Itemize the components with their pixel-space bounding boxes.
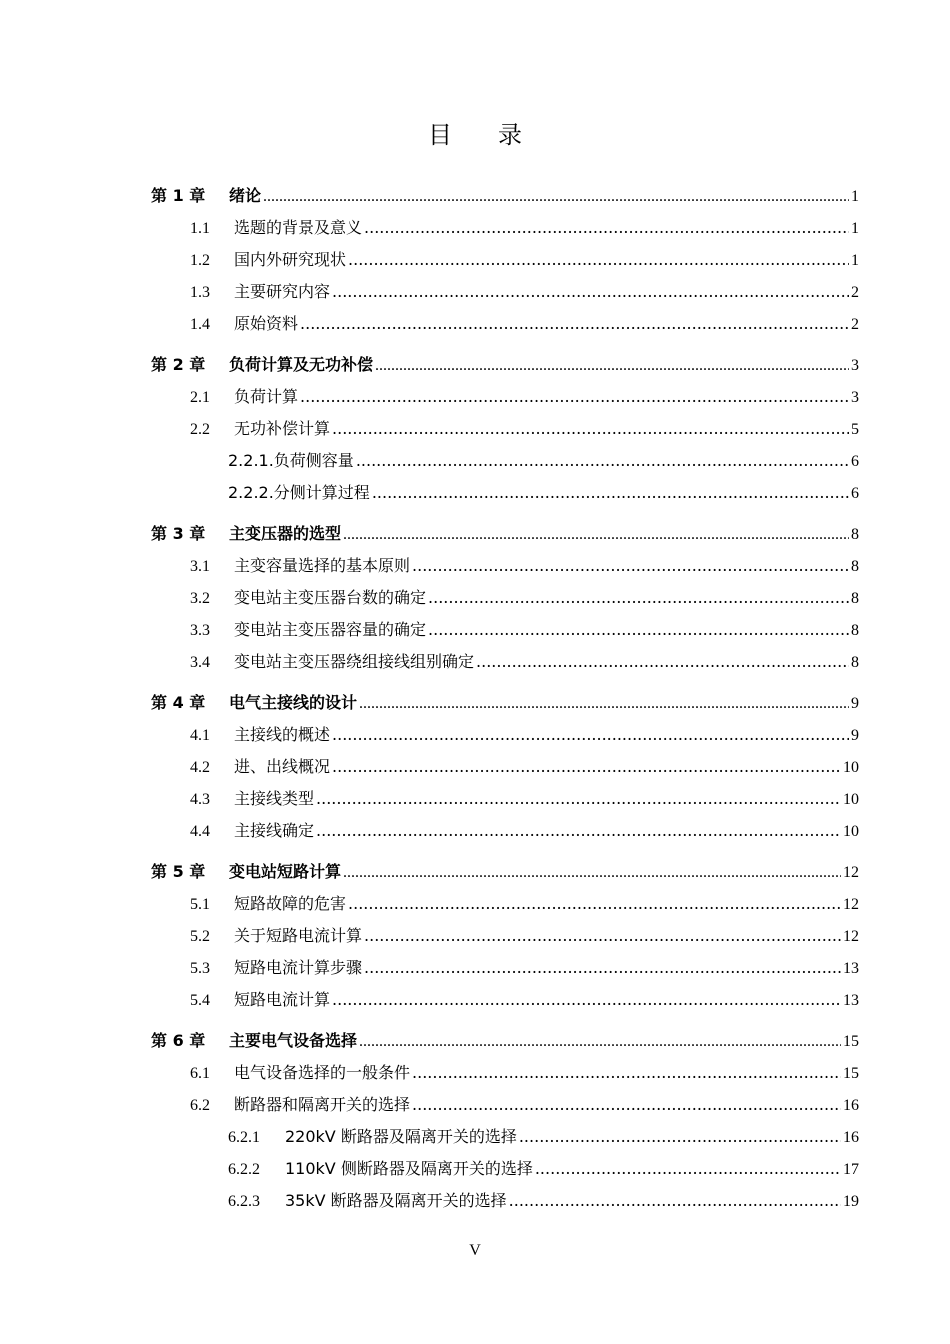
toc-entry-number: 5.2 xyxy=(190,928,210,945)
toc-entry-title: 主要电气设备选择 xyxy=(229,1031,358,1050)
toc-section-entry[interactable] xyxy=(190,652,859,673)
toc-entry-page: 13 xyxy=(843,960,859,977)
toc-entry-number: 5.1 xyxy=(190,896,210,913)
toc-entry-title: 变电站主变压器台数的确定 xyxy=(234,588,427,607)
toc-entry-title: 110kV 侧断路器及隔离开关的选择 xyxy=(285,1159,533,1178)
toc-entry-page: 1 xyxy=(851,252,859,269)
page-title xyxy=(0,115,950,150)
toc-entry-page: 12 xyxy=(843,928,859,945)
toc-entry-page: 8 xyxy=(851,558,859,575)
toc-entry-number: 3.1 xyxy=(190,558,210,575)
toc-entry-number: 第 6 章 xyxy=(151,1031,206,1050)
toc-entry-title: 35kV 断路器及隔离开关的选择 xyxy=(285,1191,507,1210)
toc-section-entry[interactable] xyxy=(190,1095,859,1116)
toc-entry-page: 3 xyxy=(851,389,859,406)
toc-entry-title: 国内外研究现状 xyxy=(234,250,347,269)
toc-entry-title: 主接线确定 xyxy=(234,821,315,840)
toc-entry-title: 主变容量选择的基本原则 xyxy=(234,556,411,575)
toc-entry-page: 8 xyxy=(851,526,859,543)
toc-dot-leader xyxy=(375,356,849,376)
toc-entry-title: 电气设备选择的一般条件 xyxy=(234,1063,411,1082)
toc-entry-number: 6.2.3 xyxy=(228,1193,260,1210)
toc-section-entry[interactable] xyxy=(190,419,859,440)
toc-section-entry[interactable] xyxy=(190,282,859,303)
toc-entry-number: 1.2 xyxy=(190,252,210,269)
toc-section-entry[interactable] xyxy=(190,218,859,239)
toc-dot-leader xyxy=(364,218,849,238)
toc-entry-number: 4.1 xyxy=(190,727,210,744)
toc-dot-leader xyxy=(300,314,849,334)
toc-entry-number: 6.1 xyxy=(190,1065,210,1082)
toc-entry-number: 1.4 xyxy=(190,316,210,333)
toc-entry-title: 2.2.2.分侧计算过程 xyxy=(228,483,370,502)
toc-subsection-entry[interactable] xyxy=(228,1159,859,1180)
toc-entry-title: 负荷计算及无功补偿 xyxy=(229,355,374,374)
toc-entry-number: 3.3 xyxy=(190,622,210,639)
toc-chapter-entry[interactable] xyxy=(151,355,859,376)
toc-entry-number: 3.2 xyxy=(190,590,210,607)
toc-entry-title: 变电站短路计算 xyxy=(229,862,342,881)
toc-dot-leader xyxy=(509,1191,841,1211)
toc-entry-page: 10 xyxy=(843,791,859,808)
toc-entry-title: 主变压器的选型 xyxy=(229,524,342,543)
toc-entry-number: 5.3 xyxy=(190,960,210,977)
title-char-1: 目 xyxy=(428,121,452,149)
toc-dot-leader xyxy=(356,451,849,471)
toc-dot-leader xyxy=(364,926,841,946)
toc-entry-number: 4.4 xyxy=(190,823,210,840)
toc-dot-leader xyxy=(332,725,849,745)
toc-entry-number: 第 3 章 xyxy=(151,524,206,543)
toc-entry-page: 12 xyxy=(843,864,859,881)
toc-dot-leader xyxy=(519,1127,841,1147)
toc-entry-title: 220kV 断路器及隔离开关的选择 xyxy=(285,1127,517,1146)
toc-chapter-entry[interactable] xyxy=(151,186,859,207)
toc-section-entry[interactable] xyxy=(190,789,859,810)
toc-section-entry[interactable] xyxy=(190,250,859,271)
toc-dot-leader xyxy=(343,525,849,545)
toc-section-entry[interactable] xyxy=(190,1063,859,1084)
toc-section-entry[interactable] xyxy=(190,387,859,408)
toc-entry-title: 变电站主变压器绕组接线组别确定 xyxy=(234,652,475,671)
toc-dot-leader xyxy=(316,789,841,809)
toc-entry-title: 主接线的概述 xyxy=(234,725,331,744)
toc-entry-page: 6 xyxy=(851,453,859,470)
toc-entry-title: 无功补偿计算 xyxy=(234,419,331,438)
toc-section-entry[interactable] xyxy=(190,620,859,641)
toc-entry-title: 主接线类型 xyxy=(234,789,315,808)
toc-dot-leader xyxy=(412,556,849,576)
toc-chapter-entry[interactable] xyxy=(151,1031,859,1052)
toc-dot-leader xyxy=(332,757,841,777)
toc-dot-leader xyxy=(359,1032,841,1052)
toc-entry-page: 1 xyxy=(851,188,859,205)
toc-entry-title: 短路电流计算 xyxy=(234,990,331,1009)
toc-entry-number: 6.2 xyxy=(190,1097,210,1114)
toc-entry-title: 主要研究内容 xyxy=(234,282,331,301)
toc-section-entry[interactable] xyxy=(190,556,859,577)
toc-entry-number: 1.1 xyxy=(190,220,210,237)
toc-entry-title: 选题的背景及意义 xyxy=(234,218,363,237)
toc-entry-page: 8 xyxy=(851,590,859,607)
toc-entry-number: 2.2 xyxy=(190,421,210,438)
page-number: V xyxy=(469,1242,481,1259)
toc-entry-page: 6 xyxy=(851,485,859,502)
toc-entry-page: 2 xyxy=(851,284,859,301)
toc-chapter-entry[interactable] xyxy=(151,693,859,714)
toc-subsection-entry[interactable] xyxy=(228,1127,859,1148)
toc-entry-page: 16 xyxy=(843,1097,859,1114)
toc-entry-title: 变电站主变压器容量的确定 xyxy=(234,620,427,639)
toc-entry-page: 13 xyxy=(843,992,859,1009)
toc-entry-number: 2.1 xyxy=(190,389,210,406)
toc-entry-title: 进、出线概况 xyxy=(234,757,331,776)
toc-entry-page: 8 xyxy=(851,622,859,639)
toc-entry-number: 3.4 xyxy=(190,654,210,671)
toc-entry-page: 17 xyxy=(843,1161,859,1178)
toc-dot-leader xyxy=(428,620,849,640)
toc-entry-title: 短路电流计算步骤 xyxy=(234,958,363,977)
toc-entry-title: 短路故障的危害 xyxy=(234,894,347,913)
toc-entry-page: 8 xyxy=(851,654,859,671)
toc-entry-page: 15 xyxy=(843,1065,859,1082)
toc-section-entry[interactable] xyxy=(190,990,859,1011)
toc-section-entry[interactable] xyxy=(190,894,859,915)
toc-entry-number: 第 2 章 xyxy=(151,355,206,374)
toc-dot-leader xyxy=(428,588,849,608)
toc-entry-number: 5.4 xyxy=(190,992,210,1009)
toc-entry-number: 1.3 xyxy=(190,284,210,301)
toc-dot-leader xyxy=(332,282,849,302)
toc-dot-leader xyxy=(359,694,849,714)
toc-entry-page: 2 xyxy=(851,316,859,333)
toc-chapter-entry[interactable] xyxy=(151,862,859,883)
toc-dot-leader xyxy=(476,652,849,672)
toc-entry-title: 负荷计算 xyxy=(234,387,299,406)
toc-dot-leader xyxy=(412,1095,841,1115)
toc-entry-page: 10 xyxy=(843,823,859,840)
toc-dot-leader xyxy=(300,387,849,407)
toc-entry-title: 断路器和隔离开关的选择 xyxy=(234,1095,411,1114)
toc-entry-page: 1 xyxy=(851,220,859,237)
toc-entry-page: 5 xyxy=(851,421,859,438)
toc-section-entry[interactable] xyxy=(190,725,859,746)
toc-dot-leader xyxy=(348,250,849,270)
toc-dot-leader xyxy=(535,1159,841,1179)
toc-entry-number: 第 5 章 xyxy=(151,862,206,881)
toc-entry-number: 4.2 xyxy=(190,759,210,776)
toc-entry-number: 4.3 xyxy=(190,791,210,808)
toc-entry-title: 2.2.1.负荷侧容量 xyxy=(228,451,354,470)
toc-section-entry[interactable] xyxy=(190,757,859,778)
toc-section-entry[interactable] xyxy=(190,588,859,609)
toc-dot-leader xyxy=(343,863,841,883)
toc-dot-leader xyxy=(316,821,841,841)
toc-entry-number: 6.2.1 xyxy=(228,1129,260,1146)
toc-section-entry[interactable] xyxy=(190,926,859,947)
toc-dot-leader xyxy=(263,187,849,207)
toc-entry-title: 绪论 xyxy=(229,186,262,205)
toc-entry-number: 第 1 章 xyxy=(151,186,206,205)
toc-entry-title: 电气主接线的设计 xyxy=(229,693,358,712)
toc-entry-page: 15 xyxy=(843,1033,859,1050)
toc-entry-page: 9 xyxy=(851,727,859,744)
toc-dot-leader xyxy=(412,1063,841,1083)
toc-dot-leader xyxy=(348,894,841,914)
toc-subsection-entry[interactable] xyxy=(228,483,859,504)
toc-section-entry[interactable] xyxy=(190,314,859,335)
toc-dot-leader xyxy=(332,419,849,439)
toc-entry-number: 第 4 章 xyxy=(151,693,206,712)
toc-entry-title: 关于短路电流计算 xyxy=(234,926,363,945)
toc-dot-leader xyxy=(372,483,849,503)
title-char-2: 录 xyxy=(498,121,522,149)
toc-entry-page: 19 xyxy=(843,1193,859,1210)
toc-section-entry[interactable] xyxy=(190,821,859,842)
toc-dot-leader xyxy=(332,990,841,1010)
toc-entry-page: 12 xyxy=(843,896,859,913)
toc-chapter-entry[interactable] xyxy=(151,524,859,545)
toc-entry-page: 3 xyxy=(851,357,859,374)
toc-entry-page: 10 xyxy=(843,759,859,776)
toc-entry-title: 原始资料 xyxy=(234,314,299,333)
toc-entry-page: 16 xyxy=(843,1129,859,1146)
toc-entry-number: 6.2.2 xyxy=(228,1161,260,1178)
toc-entry-page: 9 xyxy=(851,695,859,712)
toc-section-entry[interactable] xyxy=(190,958,859,979)
toc-dot-leader xyxy=(364,958,841,978)
toc-subsection-entry[interactable] xyxy=(228,1191,859,1212)
toc-subsection-entry[interactable] xyxy=(228,451,859,472)
